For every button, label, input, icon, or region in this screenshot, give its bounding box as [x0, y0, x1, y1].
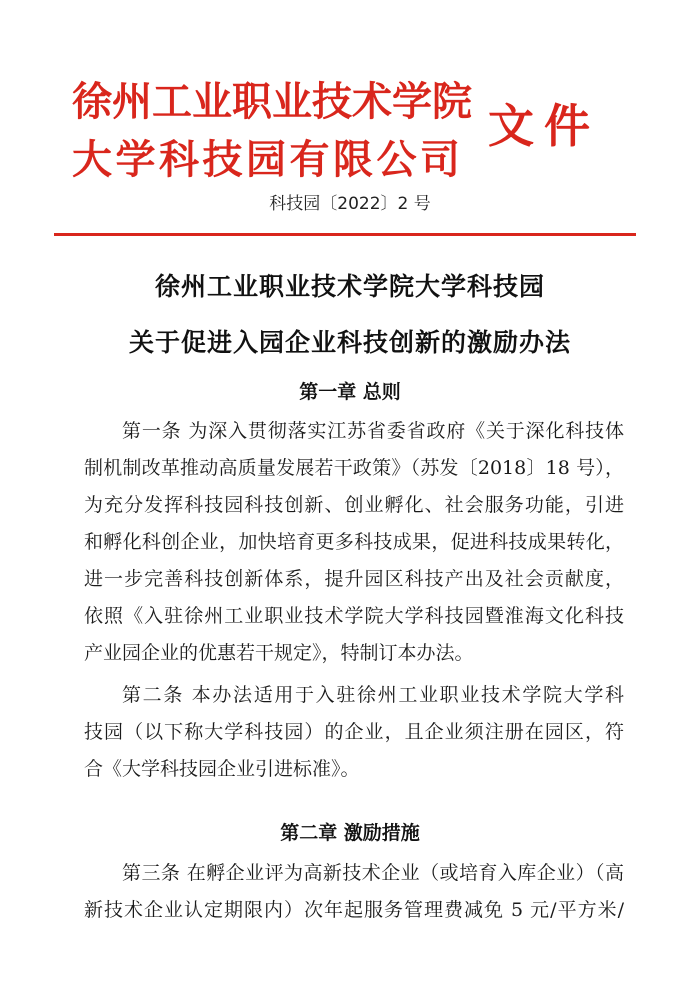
issuer-char: 园 [246, 137, 286, 183]
issuer-char: 司 [420, 137, 460, 183]
article-3-line: 第三条 在孵企业评为高新技术企业（或培育入库企业）（高 [122, 862, 624, 884]
issuer-char: 科 [159, 137, 199, 183]
issuer-char: 学 [115, 137, 156, 183]
issuer-char: 技 [312, 79, 352, 125]
article-1-line: 和孵化科创企业，加快培育更多科技成果，促进科技成果转化， [84, 531, 624, 553]
article-1-line: 第一条 为深入贯彻落实江苏省委省政府《关于深化科技体 [122, 420, 624, 442]
article-1-line: 制机制改革推动高质量发展若干政策》（苏发〔2018〕18 号）， [84, 457, 624, 479]
issuer-char: 技 [202, 137, 243, 183]
article-1-line: 进一步完善科技创新体系，提升园区科技产出及社会贡献度， [84, 568, 624, 590]
document-title-line-1: 徐州工业职业技术学院大学科技园 [154, 272, 545, 301]
article-2-line: 技园（以下称大学科技园）的企业，且企业须注册在园区，符 [84, 721, 624, 743]
issuer-char: 业 [192, 79, 232, 125]
issuer-char: 有 [289, 137, 330, 183]
issuer-char: 职 [232, 79, 272, 125]
article-2-line: 第二条 本办法适用于入驻徐州工业职业技术学院大学科 [122, 684, 624, 706]
article-1-line: 产业园企业的优惠若干规定》，特制订本办法。 [84, 642, 474, 664]
chapter-heading-1: 第一章 总则 [299, 381, 401, 403]
issuer-char: 院 [432, 79, 472, 125]
issuer-char: 术 [352, 79, 392, 125]
issuer-char: 州 [112, 79, 152, 125]
document-title-line-2: 关于促进入园企业科技创新的激励办法 [128, 328, 571, 357]
document-word: 文件 [488, 99, 600, 153]
chapter-heading-2: 第二章 激励措施 [280, 822, 420, 844]
article-1-line: 依照《入驻徐州工业职业技术学院大学科技园暨淮海文化科技 [84, 605, 624, 627]
issuer-char: 徐 [72, 79, 112, 125]
article-3-line: 新技术企业认定期限内）次年起服务管理费减免 5 元/平方米/ [84, 899, 624, 921]
document-number: 科技园〔2022〕2 号 [269, 194, 431, 214]
red-divider-line [54, 233, 636, 236]
issuer-name-line-1 [72, 78, 472, 126]
article-2-line: 合《大学科技园企业引进标准》。 [84, 758, 360, 780]
issuer-char: 工 [152, 79, 192, 125]
issuer-char: 大 [72, 137, 112, 183]
issuer-char: 学 [392, 79, 432, 125]
article-1-line: 为充分发挥科技园科技创新、创业孵化、社会服务功能，引进 [84, 494, 624, 516]
issuer-name-line-2 [72, 136, 460, 184]
issuer-char: 业 [272, 79, 312, 125]
issuer-char: 限 [333, 137, 373, 183]
issuer-char: 公 [376, 137, 417, 183]
